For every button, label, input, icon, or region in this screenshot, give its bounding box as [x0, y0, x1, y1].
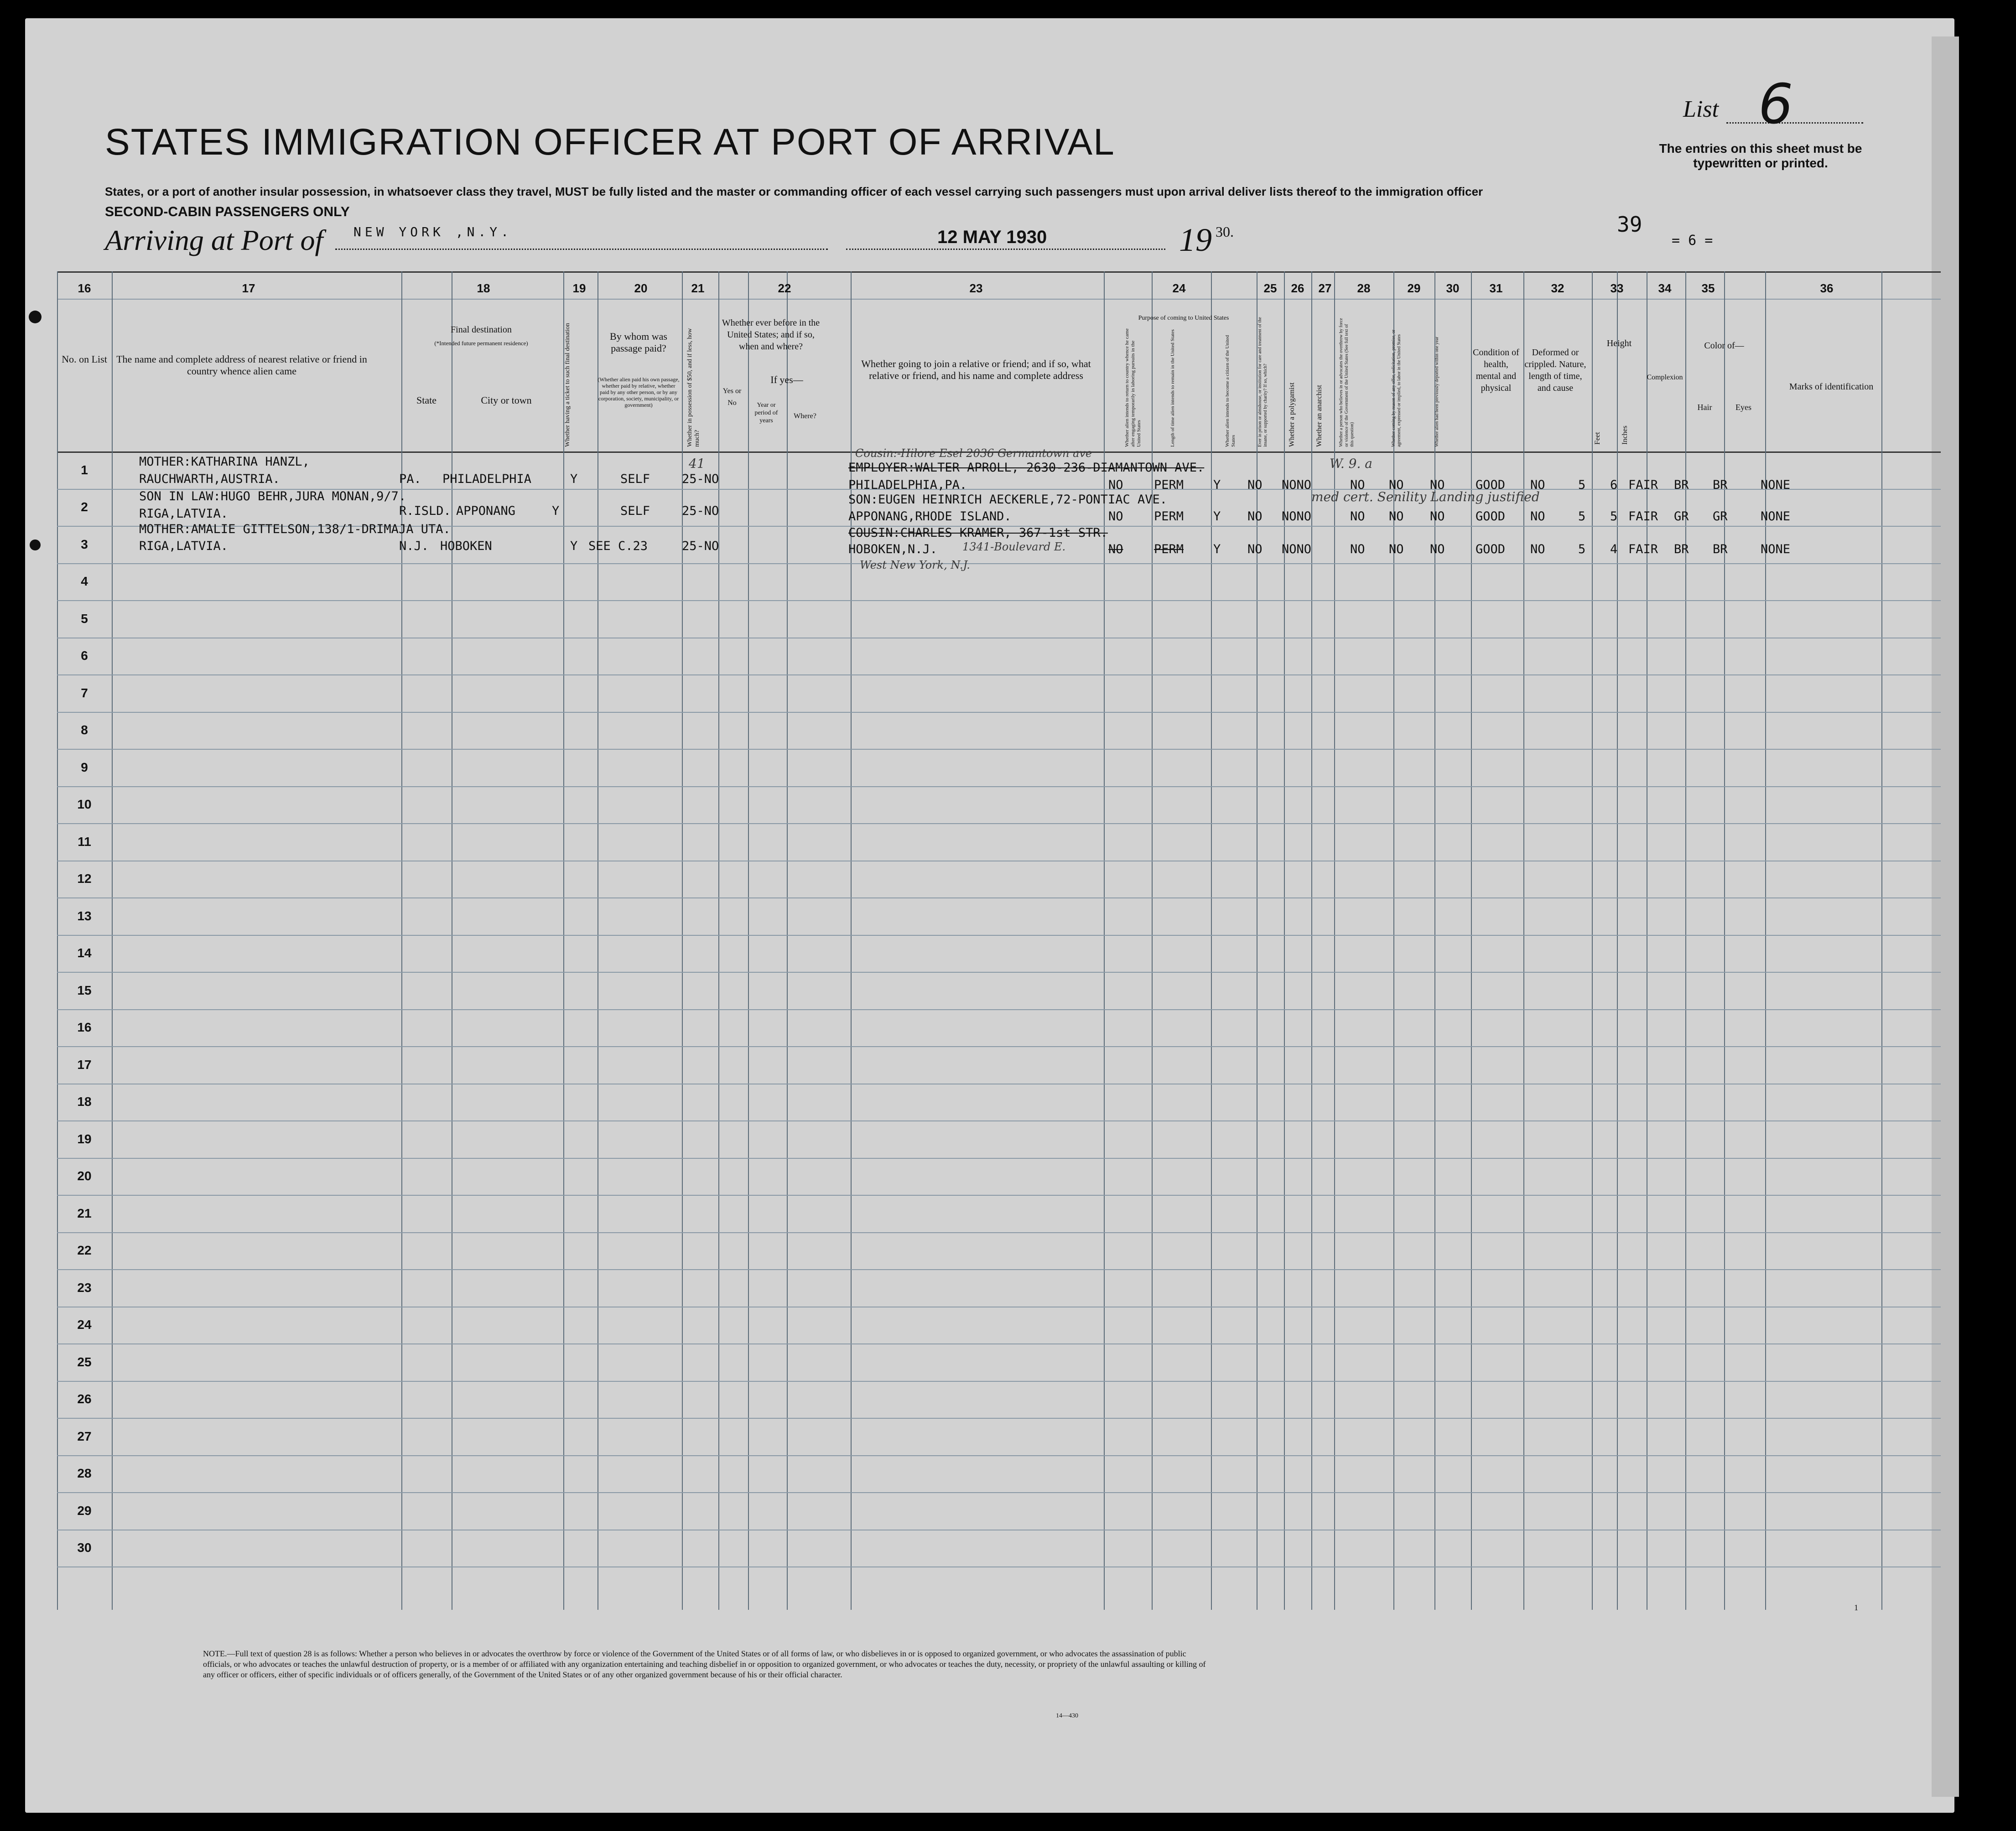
list-line: [1726, 122, 1863, 124]
corner-mark: 1: [1854, 1603, 1858, 1612]
column-number: 17: [242, 281, 255, 295]
row-rule: [57, 749, 1941, 750]
hdr-polygamist: Whether a polygamist: [1288, 382, 1296, 447]
hdr-before-us: Whether ever before in the United States; and if so, when and where?: [722, 318, 820, 352]
hdr-year-period: Year or period of years: [754, 402, 778, 424]
r2-q29: NO: [1389, 509, 1404, 524]
hdr-anarchist: Whether an anarchist: [1315, 385, 1323, 447]
row-rule: [57, 897, 1941, 898]
hdr-ticket: Whether having a ticket to such final destination: [564, 323, 571, 447]
r3-q28: NO: [1350, 542, 1365, 556]
r2-health: GOOD: [1476, 509, 1506, 524]
column-rule: [1523, 271, 1524, 1610]
binding-hole: [30, 539, 41, 550]
column-number: 19: [572, 281, 586, 295]
column-rule: [1334, 271, 1335, 1610]
hdr-money: Whether in possession of $50, and if less, how much?: [686, 328, 701, 447]
column-rule: [1617, 271, 1618, 1610]
row-number: 2: [81, 500, 88, 514]
row-number: 14: [77, 946, 92, 960]
side-equals: = 6 =: [1672, 233, 1713, 249]
r1-citizen: Y: [1213, 478, 1221, 492]
column-number: 36: [1820, 281, 1834, 295]
r3-inches: 4: [1610, 542, 1618, 556]
r1-marks: NONE: [1761, 478, 1791, 492]
r1-join-line2: PHILADELPHIA,PA.: [848, 478, 967, 492]
column-rule: [1434, 271, 1435, 1610]
r2-polyg-anarch: NONO: [1282, 509, 1312, 524]
row-number: 9: [81, 760, 88, 774]
hdr-no-on-list: No. on List: [62, 353, 107, 365]
row-rule: [57, 1195, 1941, 1196]
r1-state: PA.: [399, 472, 421, 486]
r1-relative-line2: RAUCHWARTH,AUSTRIA.: [139, 472, 280, 486]
column-rule: [787, 271, 788, 1610]
r3-paid-by: SEE C.23: [588, 539, 648, 553]
hdr-final-destination-note: (*Intended future permanent residence): [434, 340, 528, 347]
row-rule: [57, 823, 1941, 824]
column-rule: [1211, 271, 1212, 1610]
r2-relative-line1: SON IN LAW:HUGO BEHR,JURA MONAN,9/7.: [139, 489, 406, 503]
hdr-final-destination: Final destination: [451, 325, 512, 335]
r2-state: R.ISLD.: [399, 504, 451, 518]
row-rule: [57, 935, 1941, 936]
r3-join-hand3: West New York, N.J.: [860, 559, 970, 571]
r2-city: APPONANG: [456, 504, 516, 518]
r3-q30: NO: [1430, 542, 1445, 556]
table-top-rule: [57, 271, 1941, 273]
side-number: 39: [1617, 212, 1642, 237]
manifest-table: [57, 271, 1941, 1610]
row-rule: [57, 786, 1941, 787]
hdr-passage-paid: By whom was passage paid?: [610, 331, 667, 354]
column-number: 28: [1357, 281, 1371, 295]
hdr-q28: Whether a person who believes in or advocates the overthrow by force or violence of the Government of the United States (See full text of this question): [1339, 318, 1355, 447]
footnote-q28: NOTE.—Full text of question 28 is as follows: Whether a person who believes in or advocates the overthrow by force or violence of the Government of the United States or of all forms of law, or who disbelieves in or is opposed to organized government, or who advocates the assassination of public officials, or who advocates or teaches the unlawful destruction of property, or is a member of or affiliated with any organization entertaining and teaching disbelief in or opposition to organized government, or who advocates or teaches the duty, necessity, or propriety of the unlawful assaulting or killing of any officer or officers, either of specific individuals or of officers generally, of the Government of the United States or of any other organized government because of his or their official character.: [203, 1649, 1206, 1679]
arrival-port: NEW YORK ,N.Y.: [353, 224, 513, 239]
hdr-eyes: Eyes: [1735, 403, 1751, 412]
row-number: 29: [77, 1503, 92, 1518]
passenger-class: SECOND-CABIN PASSENGERS ONLY: [105, 204, 350, 219]
column-number: 30: [1446, 281, 1460, 295]
row-number: 1: [81, 462, 88, 477]
column-number: 22: [778, 281, 791, 295]
column-rule: [563, 271, 564, 1610]
row-number: 21: [77, 1206, 92, 1220]
r3-return: NO: [1108, 542, 1123, 556]
r1-q28: NO: [1350, 478, 1365, 492]
hdr-state: State: [416, 394, 436, 406]
hdr-marks: Marks of identification: [1789, 382, 1874, 392]
r3-prison: NO: [1247, 542, 1263, 556]
hdr-hair: Hair: [1697, 403, 1712, 412]
r1-join-line1: EMPLOYER:WALTER APROLL, 2630-236-DIAMANTOWN AVE.: [848, 461, 1205, 475]
r2-hand-note: med cert. Senility Landing justified: [1311, 489, 1540, 504]
column-number: 31: [1489, 281, 1503, 295]
column-number: 24: [1172, 281, 1186, 295]
column-number: 33: [1610, 281, 1624, 295]
row-number: 28: [77, 1466, 92, 1481]
row-rule: [57, 674, 1941, 675]
column-rule: [1592, 271, 1593, 1610]
row-number: 16: [77, 1020, 92, 1035]
column-rule: [1471, 271, 1472, 1610]
r2-money: 25-NO: [682, 504, 719, 518]
hdr-complexion: Complexion: [1647, 373, 1683, 381]
row-number: 26: [77, 1392, 92, 1406]
row-rule: [57, 1269, 1941, 1270]
row-rule: [57, 1158, 1941, 1159]
r3-city: HOBOKEN: [440, 539, 492, 553]
column-rule: [1765, 271, 1766, 1610]
r3-eyes: BR: [1713, 542, 1728, 556]
hdr-purpose-c: Whether alien intends to become a citizen of the United States: [1225, 335, 1236, 447]
hdr-condition: Condition of health, mental and physical: [1473, 348, 1519, 393]
r2-q30: NO: [1430, 509, 1445, 524]
row-number: 19: [77, 1131, 92, 1146]
r1-city: PHILADELPHIA: [442, 472, 532, 486]
row-number: 4: [81, 574, 88, 589]
row-rule: [57, 600, 1941, 601]
row-number: 7: [81, 685, 88, 700]
row-number: 27: [77, 1429, 92, 1443]
r3-complexion: FAIR: [1628, 542, 1658, 556]
row-rule: [57, 1455, 1941, 1456]
r1-length: PERM: [1154, 478, 1184, 492]
column-rule: [1724, 271, 1725, 1610]
column-rule: [1881, 271, 1882, 1610]
r3-join-line2: HOBOKEN,N.J.: [848, 542, 938, 556]
r1-complexion: FAIR: [1628, 478, 1658, 492]
column-rule: [1393, 271, 1394, 1610]
r2-marks: NONE: [1761, 509, 1791, 524]
column-number: 25: [1263, 281, 1277, 295]
r2-inches: 5: [1610, 509, 1618, 524]
r3-q29: NO: [1389, 542, 1404, 556]
entries-note: The entries on this sheet must be typewritten or printed.: [1659, 141, 1862, 170]
r2-eyes: GR: [1713, 509, 1728, 524]
column-number: 32: [1551, 281, 1564, 295]
r1-money: 25-NO: [682, 472, 719, 486]
row-number: 15: [77, 983, 92, 997]
row-number: 12: [77, 871, 92, 886]
r2-feet: 5: [1578, 509, 1586, 524]
row-rule: [57, 1046, 1941, 1047]
hdr-height: Height: [1606, 338, 1632, 348]
r3-length: PERM: [1154, 542, 1184, 556]
column-number: 20: [634, 281, 648, 295]
r1-inches: 6: [1610, 478, 1618, 492]
binding-holes: [25, 18, 52, 1813]
row-number: 30: [77, 1541, 92, 1555]
year-suffix: 30.: [1216, 223, 1234, 240]
row-number: 20: [77, 1169, 92, 1183]
hdr-feet: Feet: [1594, 432, 1601, 445]
hdr-where: Where?: [794, 412, 816, 420]
hdr-deformed: Deformed or crippled. Nature, length of time, and cause: [1524, 348, 1586, 393]
row-number: 23: [77, 1280, 92, 1295]
hdr-inches: Inches: [1621, 425, 1629, 445]
r3-state: N.J.: [399, 539, 429, 553]
column-number: 16: [78, 281, 91, 295]
column-rule: [1284, 271, 1285, 1610]
r3-money: 25-NO: [682, 539, 719, 553]
r1-prison: NO: [1247, 478, 1263, 492]
row-rule: [57, 1232, 1941, 1233]
row-number: 17: [77, 1057, 92, 1072]
column-number: 23: [969, 281, 983, 295]
hdr-q30: Whether alien had been previously deported within one year: [1434, 337, 1439, 447]
column-number: 35: [1701, 281, 1715, 295]
r3-deformed: NO: [1530, 542, 1545, 556]
r3-join-hand2: 1341-Boulevard E.: [962, 540, 1066, 553]
form-number: 14—430: [1056, 1712, 1078, 1719]
hdr-color-of: Color of—: [1704, 341, 1744, 351]
manifest-sheet: [25, 18, 1954, 1813]
hdr-passage-note: (Whether alien paid his own passage, whether paid by relative, whether paid by any other person, or by any corporation, society, municipality, or government): [598, 376, 680, 408]
r1-ticket: Y: [570, 472, 578, 486]
hdr-if-yes: If yes—: [770, 374, 803, 385]
column-number: 29: [1407, 281, 1421, 295]
column-number: 26: [1291, 281, 1304, 295]
row-number: 3: [81, 537, 88, 551]
r1-health: GOOD: [1476, 478, 1506, 492]
row-rule: [57, 712, 1941, 713]
row-number: 10: [77, 797, 92, 812]
instruction-text: States, or a port of another insular possession, in whatsoever class they travel, MUST be fully listed and the master or commanding officer of each vessel carrying such passengers must upon arrival deliver lists thereof to the immigration officer: [105, 185, 1483, 198]
port-line: [335, 249, 828, 250]
row-rule: [57, 1381, 1941, 1382]
r1-q30: NO: [1430, 478, 1445, 492]
hdr-prison: Ever in prison or almshouse, or institution for care and treatment of the insane, or supported by charity? If so, which?: [1257, 317, 1268, 447]
r2-prison: NO: [1247, 509, 1263, 524]
binding-hole: [29, 311, 42, 323]
column-number: 18: [477, 281, 490, 295]
row-number: 24: [77, 1317, 92, 1332]
list-label: List: [1683, 96, 1719, 122]
r3-polyg-anarch: NONO: [1282, 542, 1312, 556]
hdr-purpose-a: Whether alien intends to return to country whence he came after engaging temporarily in laboring pursuits in the United States: [1124, 328, 1142, 447]
r3-marks: NONE: [1761, 542, 1791, 556]
row-number: 11: [78, 834, 91, 849]
row-number: 6: [81, 648, 88, 663]
r3-hair: BR: [1674, 542, 1689, 556]
year-prefix: 19: [1179, 222, 1212, 258]
r3-relative-line2: RIGA,LATVIA.: [139, 539, 229, 553]
row-rule: [57, 1492, 1941, 1493]
hdr-purpose: Purpose of coming to United States: [1138, 315, 1229, 322]
r1-relative-line1: MOTHER:KATHARINA HANZL,: [139, 455, 310, 469]
hdr-yes-no: Yes or No: [722, 387, 742, 407]
r2-citizen: Y: [1213, 509, 1221, 524]
row-rule: [57, 1343, 1941, 1344]
r1-hand-note: W. 9. a: [1330, 456, 1372, 471]
r2-complexion: FAIR: [1628, 509, 1658, 524]
r3-ticket: Y: [570, 539, 578, 553]
arriving-label: Arriving at Port of: [105, 224, 323, 256]
page-title: STATES IMMIGRATION OFFICER AT PORT OF ARRIVAL: [105, 121, 1115, 163]
r2-paid-by: SELF: [620, 504, 650, 518]
column-number: 21: [691, 281, 705, 295]
r2-length: PERM: [1154, 509, 1184, 524]
r3-health: GOOD: [1476, 542, 1506, 556]
r1-feet: 5: [1578, 478, 1586, 492]
row-rule: [57, 1566, 1941, 1567]
row-number: 8: [81, 723, 88, 737]
arrival-date: 12 MAY 1930: [937, 227, 1047, 247]
hdr-q29: Whether coming by reason of any offer, solicitation, promise, or agreement, expressed or implied, to labor in the United States: [1391, 329, 1402, 447]
list-number: 6: [1758, 73, 1793, 136]
r2-join-line1: SON:EUGEN HEINRICH AECKERLE,72-PONTIAC AVE.: [848, 493, 1167, 507]
column-number: 27: [1318, 281, 1332, 295]
hdr-relative-abroad: The name and complete address of nearest relative or friend in country whence alien came: [116, 353, 367, 377]
row-number: 13: [77, 908, 92, 923]
r1-hair: BR: [1674, 478, 1689, 492]
r3-relative-line1: MOTHER:AMALIE GITTELSON,138/1-DRIMAJA UTA.: [139, 522, 451, 536]
hdr-joining: Whether going to join a relative or friend; and if so, what relative or friend, and his name and complete address: [861, 358, 1091, 381]
r3-join-line1: COUSIN:CHARLES KRAMER, 367-1st STR.: [848, 526, 1108, 540]
r2-deformed: NO: [1530, 509, 1545, 524]
r3-feet: 5: [1578, 542, 1586, 556]
hdr-city: City or town: [481, 394, 532, 406]
column-rule: [1311, 271, 1312, 1610]
r1-q29: NO: [1389, 478, 1404, 492]
r2-join-line2: APPONANG,RHODE ISLAND.: [848, 509, 1012, 524]
row-number: 18: [77, 1094, 92, 1109]
row-number: 25: [77, 1354, 92, 1369]
column-rule: [1685, 271, 1686, 1610]
r1-join-hand: Cousin:-Hilore Esel 2036 Germantown ave: [855, 447, 1092, 460]
row-number: 5: [81, 611, 88, 626]
r1-eyes: BR: [1713, 478, 1728, 492]
r2-ticket: Y: [552, 504, 560, 518]
column-rule: [748, 271, 749, 1610]
row-rule: [57, 1120, 1941, 1121]
column-rule: [112, 271, 113, 1610]
row-rule: [57, 563, 1941, 564]
date-line: [846, 249, 1165, 250]
r1-paid-by: SELF: [620, 472, 650, 486]
r2-relative-line2: RIGA,LATVIA.: [139, 507, 229, 521]
row-rule: [57, 1418, 1941, 1419]
r2-q28: NO: [1350, 509, 1365, 524]
hdr-purpose-b: Length of time alien intends to remain in the United States: [1170, 329, 1175, 447]
r1-return: NO: [1108, 478, 1123, 492]
r3-citizen: Y: [1213, 542, 1221, 556]
column-number: 34: [1658, 281, 1672, 295]
row-rule: [57, 1009, 1941, 1010]
r1-money-hand: 41: [689, 456, 705, 471]
r1-deformed: NO: [1530, 478, 1545, 492]
r2-hair: GR: [1674, 509, 1689, 524]
r2-return: NO: [1108, 509, 1123, 524]
row-number: 22: [77, 1243, 92, 1258]
r1-polyg-anarch: NONO: [1282, 478, 1312, 492]
header-rule: [57, 299, 1941, 300]
row-rule: [57, 972, 1941, 973]
